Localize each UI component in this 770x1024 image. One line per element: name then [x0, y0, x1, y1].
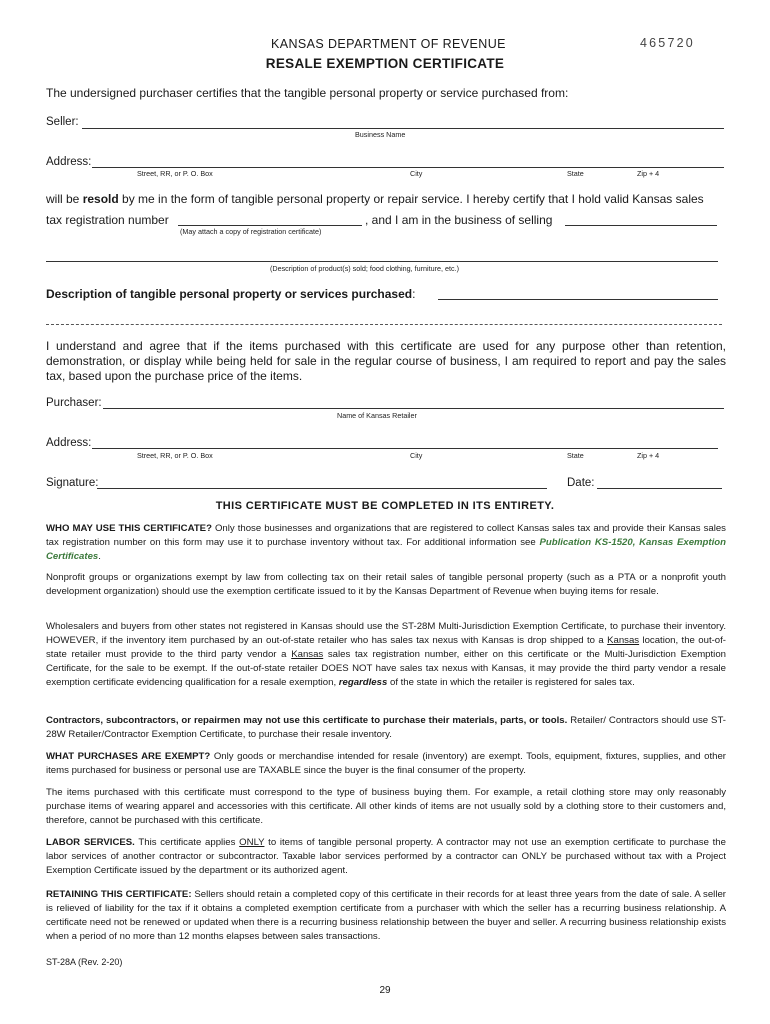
- purchaser-address-label: Address:: [46, 437, 92, 449]
- description-field-line2[interactable]: [46, 324, 722, 325]
- labor-services-paragraph: LABOR SERVICES. This certificate applies ONLY to items of tangible personal property. A contractor may not use an exemption certificate to purchase the labor services of another contractor or subcontractor. Taxable labor services performed by a contractor can ONLY be purchased without tax with a Project Exemption Certificate issued by the department or its authorized agent.: [46, 837, 726, 876]
- must-complete-notice: THIS CERTIFICATE MUST BE COMPLETED IN ITS ENTIRETY.: [215, 500, 555, 512]
- registration-note: (May attach a copy of registration certificate): [180, 227, 322, 236]
- address2-street-sublabel: Street, RR, or P. O. Box: [137, 451, 213, 460]
- publication-link[interactable]: Publication KS-1520, Kansas Exemption Certificates: [46, 536, 726, 562]
- date-field[interactable]: [597, 488, 722, 489]
- correspond-paragraph: The items purchased with this certificate must correspond to the type of business buying them. For example, a retail clothing store may only reasonably purchase items of wearing apparel and accessories with this certificate. All other kinds of items are not usually sold by a clothing store to their customers and, therefore, cannot be purchased with this certificate.: [46, 787, 726, 826]
- business-selling-label: , and I am in the business of selling: [365, 213, 553, 227]
- department-name: KANSAS DEPARTMENT OF REVENUE: [271, 37, 506, 51]
- nonprofit-paragraph: Nonprofit groups or organizations exempt by law from collecting tax on their retail sales of tangible personal property (such as a PTA or a nonprofit youth development organization) should use the exemption certificate issued to it by the Kansas Department of Revenue when buying items for resale.: [46, 572, 726, 597]
- signature-label: Signature:: [46, 477, 99, 489]
- signature-field[interactable]: [97, 488, 547, 489]
- address2-city-sublabel: City: [410, 451, 423, 460]
- exempt-purchases-paragraph: WHAT PURCHASES ARE EXEMPT? Only goods or merchandise intended for resale (inventory) are exempt. Tools, equipment, fixtures, supplies, and other items purchased for business or personal use are TAXABLE since the buyer is the final consumer of the property.: [46, 751, 726, 776]
- registration-label: tax registration number: [46, 213, 169, 227]
- form-number: ST-28A (Rev. 2-20): [46, 957, 123, 967]
- address-zip-sublabel: Zip + 4: [637, 169, 660, 178]
- purchaser-address-field[interactable]: [92, 448, 718, 449]
- page-number: 29: [379, 985, 391, 996]
- seller-label: Seller:: [46, 116, 79, 128]
- address2-zip-sublabel: Zip + 4: [637, 451, 660, 460]
- retaining-paragraph: RETAINING THIS CERTIFICATE: Sellers should retain a completed copy of this certificate in their records for at least three years from the date of sale. A seller is relieved of liability for the tax if it obtains a completed exemption certificate from a purchaser with which the seller has a recurring business relationship. A certificate need not be renewed or updated when there is a recurring business relationship between the buyer and seller. A recurring business relationship exists when a period of no more than 12 months elapses between sales transactions.: [46, 889, 726, 942]
- seller-field[interactable]: [82, 128, 724, 129]
- address-state-sublabel: State: [567, 169, 584, 178]
- purchaser-label: Purchaser:: [46, 397, 102, 409]
- who-may-use-paragraph: WHO MAY USE THIS CERTIFICATE? Only those businesses and organizations that are registered to collect Kansas sales tax and provide their Kansas sales tax registration number on this form may use it to purchase inventory without tax. For additional information see Publication KS-1520, Kansas Exemption Certificates.: [46, 523, 726, 562]
- contractors-paragraph: Contractors, subcontractors, or repairmen may not use this certificate to purchase their materials, parts, or tools. Retailer/ Contractors should use ST-28W Retailer/Contractor Exemption Certificate, to purchase their resale inventory.: [46, 715, 726, 740]
- purchaser-sublabel: Name of Kansas Retailer: [337, 411, 417, 420]
- address-street-sublabel: Street, RR, or P. O. Box: [137, 169, 213, 178]
- date-label: Date:: [567, 477, 595, 489]
- document-number: 465720: [640, 36, 695, 50]
- seller-address-field[interactable]: [92, 167, 724, 168]
- address2-state-sublabel: State: [567, 451, 584, 460]
- products-sold-field[interactable]: [46, 261, 718, 262]
- description-label: Description of tangible personal property or services purchased:: [46, 287, 416, 301]
- resold-statement: will be resold by me in the form of tangible personal property or repair service. I hereby certify that I hold valid Kansas sales: [46, 192, 704, 206]
- registration-number-field[interactable]: [178, 225, 362, 226]
- description-field[interactable]: [438, 299, 718, 300]
- agreement-text: I understand and agree that if the items purchased with this certificate are used for any purpose other than retention, demonstration, or display while being held for sale in the regular course of business, I am required to report and pay the sales tax, based upon the purchase price of the items.: [46, 339, 726, 383]
- seller-sublabel: Business Name: [355, 130, 406, 139]
- address-city-sublabel: City: [410, 169, 423, 178]
- products-sold-note: (Description of product(s) sold; food clothing, furniture, etc.): [270, 264, 459, 273]
- seller-address-label: Address:: [46, 156, 92, 168]
- wholesalers-paragraph: Wholesalers and buyers from other states not registered in Kansas should use the ST-28M Multi-Jurisdiction Exemption Certificate, to purchase their inventory. HOWEVER, if the inventory item purchased by an out-of-state retailer who has sales tax nexus with Kansas is drop shipped to a Kansas location, the out-of-state retailer must provide to the third party vendor a Kansas sales tax registration number, either on this certificate or the Multi-Jurisdiction Exemption Certificate, for the sale to be exempt. If the out-of-state retailer DOES NOT have sales tax nexus with Kansas, it may provide the third party vendor a resale exemption certificate evidencing qualification for a resale exemption, regardless of the state in which the retailer is registered for sales tax.: [46, 621, 726, 688]
- purchaser-field[interactable]: [103, 408, 724, 409]
- business-selling-field[interactable]: [565, 225, 717, 226]
- intro-text: The undersigned purchaser certifies that the tangible personal property or service purchased from:: [46, 86, 569, 100]
- page-title: RESALE EXEMPTION CERTIFICATE: [265, 56, 505, 71]
